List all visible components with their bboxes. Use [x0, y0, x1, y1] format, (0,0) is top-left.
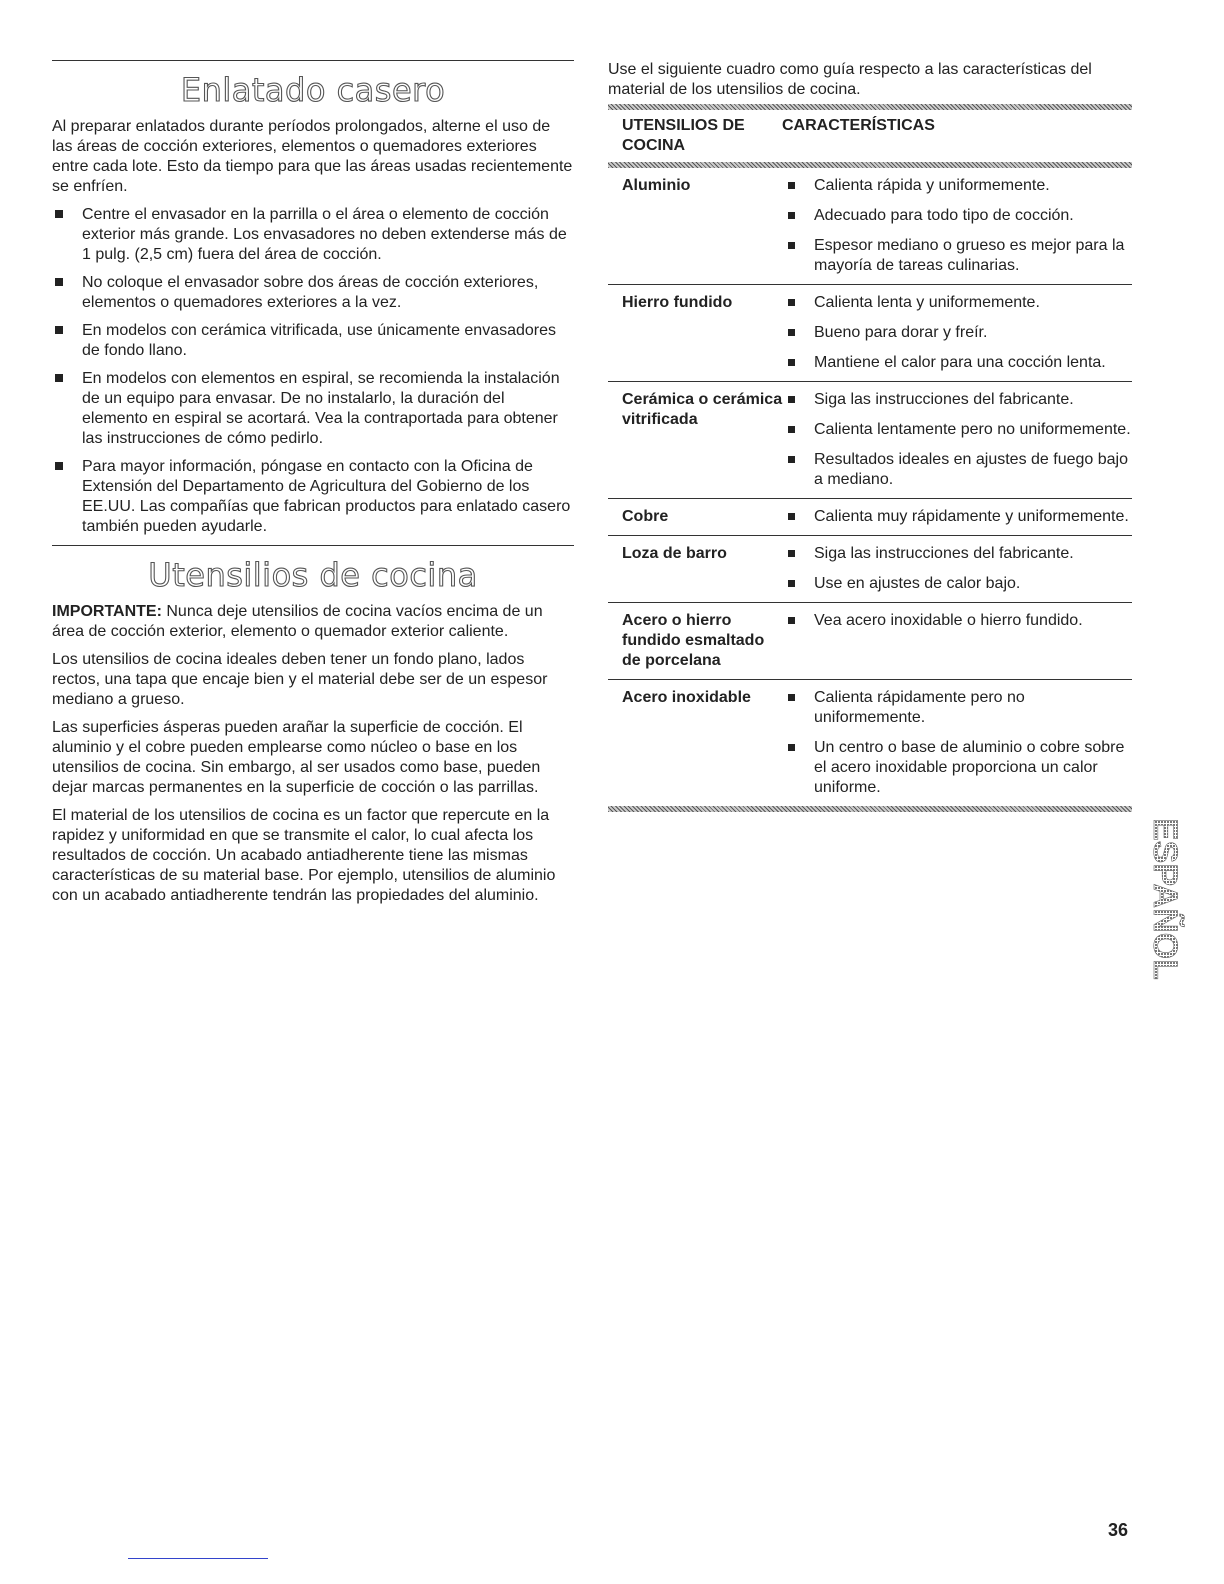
- list-item: Para mayor información, póngase en contacto con la Oficina de Extensión del Departamento de Agricultura del Gobierno de los EE.UU. Las compañías que fabrican productos para enlatado casero también pueden ayudarle.: [52, 457, 574, 537]
- bullet-square-icon: [788, 744, 795, 751]
- bullet-square-icon: [788, 182, 795, 189]
- material-name: Hierro fundido: [622, 294, 733, 311]
- page-number: 36: [1108, 1520, 1129, 1540]
- material-name: Cobre: [622, 508, 669, 525]
- list-item: En modelos con elementos en espiral, se recomienda la instalación de un equipo para envasar. De no instalarlo, la duración del elemento en espiral se acortará. Vea la contraportada para obtener las instrucciones de cómo pedirlo.: [52, 369, 574, 449]
- bullet-square-icon: [788, 426, 795, 433]
- table-header: [608, 110, 1132, 162]
- feature-item: Bueno para dorar y freír.: [786, 323, 1132, 343]
- feature-item: Calienta rápida y uniformemente.: [786, 176, 1132, 196]
- section-rule: [52, 545, 574, 546]
- table-row: [608, 680, 1132, 806]
- header-characteristics: CARACTERÍSTICAS: [782, 117, 935, 134]
- canning-bullets: [52, 205, 574, 537]
- material-name: Aluminio: [622, 177, 691, 194]
- canning-intro: Al preparar enlatados durante períodos prolongados, alterne el uso de las áreas de cocción exteriores, elementos o quemadores exteriores entre cada lote. Esto da tiempo para que las áreas usadas recientemente se enfríen.: [52, 118, 573, 195]
- bullet-square-icon: [788, 329, 795, 336]
- table-body: [608, 168, 1132, 806]
- bullet-square-icon: [788, 299, 795, 306]
- right-column: [608, 60, 1132, 812]
- feature-item: Adecuado para todo tipo de cocción.: [786, 206, 1132, 226]
- bottom-underline: [128, 1558, 268, 1559]
- list-item: Centre el envasador en la parrilla o el área o elemento de cocción exterior más grande. Los envasadores no deben extenderse más de 1 pulg. (2,5 cm) fuera del área de cocción.: [52, 205, 574, 265]
- table-row: [608, 168, 1132, 285]
- feature-item: Siga las instrucciones del fabricante.: [786, 390, 1132, 410]
- feature-item: Vea acero inoxidable o hierro fundido.: [786, 611, 1132, 631]
- table-row: [608, 603, 1132, 680]
- feature-item: Calienta muy rápidamente y uniformemente.: [786, 507, 1132, 527]
- table-bottom-band: [608, 806, 1132, 812]
- bullet-square-icon: [55, 278, 63, 286]
- material-name: Loza de barro: [622, 545, 727, 562]
- bullet-square-icon: [788, 212, 795, 219]
- list-item: No coloque el envasador sobre dos áreas de cocción exteriores, elementos o quemadores exteriores a la vez.: [52, 273, 574, 313]
- feature-item: Calienta rápidamente pero no uniformemente.: [786, 688, 1132, 728]
- feature-item: Espesor mediano o grueso es mejor para la mayoría de tareas culinarias.: [786, 236, 1132, 276]
- bullet-square-icon: [55, 326, 63, 334]
- table-intro: Use el siguiente cuadro como guía respecto a las características del material de los utensilios de cocina.: [608, 61, 1092, 98]
- cookware-paragraph: El material de los utensilios de cocina es un factor que repercute en la rapidez y uniformidad en que se transmite el calor, lo cual afecta los resultados de cocción. Un acabado antiadherente tiene las mismas características de su material base. Por ejemplo, utensilios de aluminio con un acabado antiadherente tendrán las propiedades del aluminio.: [52, 807, 556, 904]
- bullet-square-icon: [788, 617, 795, 624]
- feature-list: [786, 688, 1132, 798]
- section-title-canning: Enlatado casero: [180, 71, 446, 109]
- bullet-square-icon: [788, 396, 795, 403]
- feature-item: Resultados ideales en ajustes de fuego bajo a mediano.: [786, 450, 1132, 490]
- feature-list: [786, 611, 1132, 671]
- header-cookware: UTENSILIOS DE COCINA: [622, 117, 745, 154]
- bullet-square-icon: [788, 242, 795, 249]
- feature-list: [786, 507, 1132, 527]
- table-row: [608, 536, 1132, 603]
- feature-item: Use en ajustes de calor bajo.: [786, 574, 1132, 594]
- important-note: IMPORTANTE: Nunca deje utensilios de cocina vacíos encima de un área de cocción exterior, elemento o quemador exterior caliente.: [52, 603, 543, 640]
- cookware-paragraph: Los utensilios de cocina ideales deben tener un fondo plano, lados rectos, una tapa que encaje bien y el material debe ser de un espesor mediano a grueso.: [52, 651, 548, 708]
- feature-list: [786, 176, 1132, 276]
- feature-item: Mantiene el calor para una cocción lenta.: [786, 353, 1132, 373]
- feature-item: Siga las instrucciones del fabricante.: [786, 544, 1132, 564]
- bullet-square-icon: [55, 374, 63, 382]
- feature-item: Calienta lenta y uniformemente.: [786, 293, 1132, 313]
- bullet-square-icon: [55, 210, 63, 218]
- section-title-cookware: Utensilios de cocina: [148, 556, 478, 594]
- table-row: [608, 382, 1132, 499]
- feature-list: [786, 390, 1132, 490]
- table-row: [608, 499, 1132, 536]
- language-side-tab: [1146, 818, 1184, 1058]
- side-tab-label: ESPAÑOL: [1146, 818, 1184, 980]
- bullet-square-icon: [788, 456, 795, 463]
- cookware-paragraph: Las superficies ásperas pueden arañar la superficie de cocción. El aluminio y el cobre pueden emplearse como núcleo o base en los utensilios de cocina. Sin embargo, al ser usados como base, pueden dejar marcas permanentes en la superficie de cocción o las parrillas.: [52, 719, 541, 796]
- bullet-square-icon: [55, 462, 63, 470]
- bullet-square-icon: [788, 550, 795, 557]
- material-name: Cerámica o cerámica vitrificada: [622, 391, 783, 428]
- table-row: [608, 285, 1132, 382]
- feature-list: [786, 293, 1132, 373]
- feature-item: Un centro o base de aluminio o cobre sobre el acero inoxidable proporciona un calor uniforme.: [786, 738, 1132, 798]
- feature-item: Calienta lentamente pero no uniformemente.: [786, 420, 1132, 440]
- bullet-square-icon: [788, 359, 795, 366]
- bullet-square-icon: [788, 694, 795, 701]
- feature-list: [786, 544, 1132, 594]
- bullet-square-icon: [788, 513, 795, 520]
- section-rule: [52, 60, 574, 61]
- left-column: [52, 60, 574, 914]
- material-name: Acero inoxidable: [622, 689, 751, 706]
- list-item: En modelos con cerámica vitrificada, use únicamente envasadores de fondo llano.: [52, 321, 574, 361]
- bullet-square-icon: [788, 580, 795, 587]
- material-name: Acero o hierro fundido esmaltado de porcelana: [622, 612, 765, 669]
